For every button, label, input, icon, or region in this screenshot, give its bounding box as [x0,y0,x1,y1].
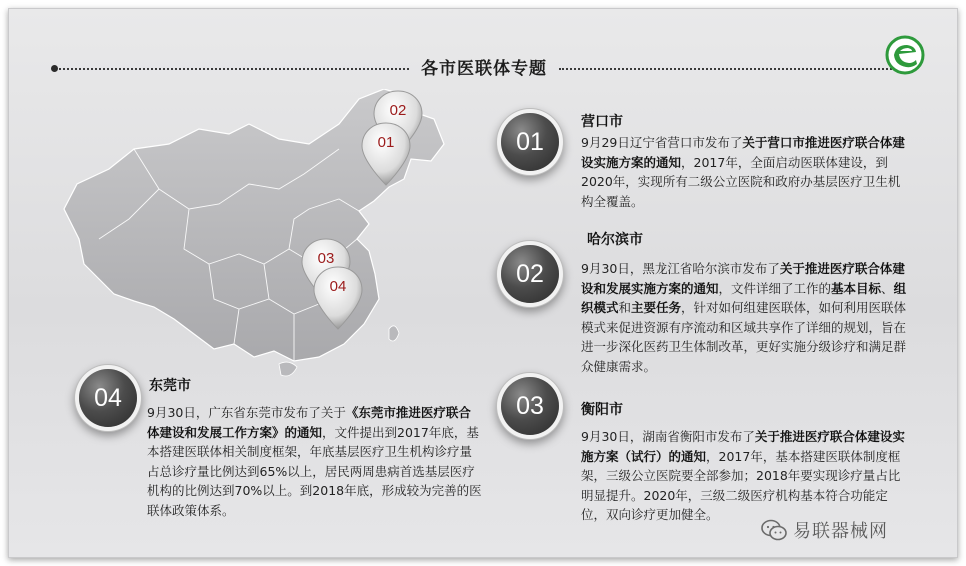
city-name: 东莞市 [149,378,191,394]
item-description: 9月30日，湖南省衡阳市发布了关于推进医疗联合体建设实施方案（试行）的通知，2017年，基本搭建医联体制度框架，三级公立医院要全部参加；2018年要实现诊疗量占比明显提升。2020年，三级二级医疗机构基本符合功能定位，双向诊疗更加健全。 [581,429,905,522]
item-description: 9月30日，黑龙江省哈尔滨市发布了关于推进医疗联合体建设和发展实施方案的通知，文件详细了工作的基本目标、组织模式和主要任务，针对如何组建医联体，如何利用医联体模式来促进资源有序流动和区域共享作了详细的规划，旨在进一步深化医药卫生体制改革，更好实施分级诊疗和满足群众健康需求。 [581,261,907,374]
map-pin-icon [311,265,365,331]
title-bar [49,53,904,83]
badge-03 [501,377,559,435]
map-pin-number: 04 [329,278,347,295]
map-pin-01 [359,121,413,187]
badge-04 [79,369,137,427]
watermark-text: 易联器械网 [793,521,888,542]
badge-number: 04 [94,384,122,412]
item-description: 9月30日，广东省东莞市发布了关于《东莞市推进医疗联合体建设和发展工作方案》的通知，文件提出到2017年底，基本搭建医联体相关制度框架，年底基层医疗卫生机构诊疗量占总诊疗量比例达到65%以上，居民两周患病首选基层医疗机构的比例达到70%以上。到2018年底，形成较为完善的医联体政策体系。 [147,405,482,518]
item-description: 9月29日辽宁省营口市发布了关于营口市推进医疗联合体建设实施方案的通知，2017年，全面启动医联体建设，到2020年，实现所有二级公立医院和政府办基层医疗卫生机构全覆盖。 [581,135,905,209]
divider-dot [51,65,58,72]
badge-number: 03 [516,392,544,420]
city-name: 衡阳市 [581,402,623,418]
green-e-logo-icon [885,35,925,75]
badge-number: 02 [516,260,544,288]
city-name: 哈尔滨市 [587,232,643,248]
china-map [39,89,499,389]
badge-02 [501,245,559,303]
divider-right [559,68,899,70]
badge-01 [501,113,559,171]
map-pin-number: 01 [377,134,395,151]
watermark [761,519,888,541]
map-pin-number: 03 [317,250,335,267]
divider-left [59,68,409,70]
map-pin-number: 02 [389,102,407,119]
map-pin-icon [359,121,413,187]
badge-number: 01 [516,128,544,156]
page-title: 各市医联体专题 [421,59,547,79]
wechat-icon [761,519,787,541]
map-pin-04 [311,265,365,331]
slide [8,8,958,558]
city-name: 营口市 [581,114,623,130]
